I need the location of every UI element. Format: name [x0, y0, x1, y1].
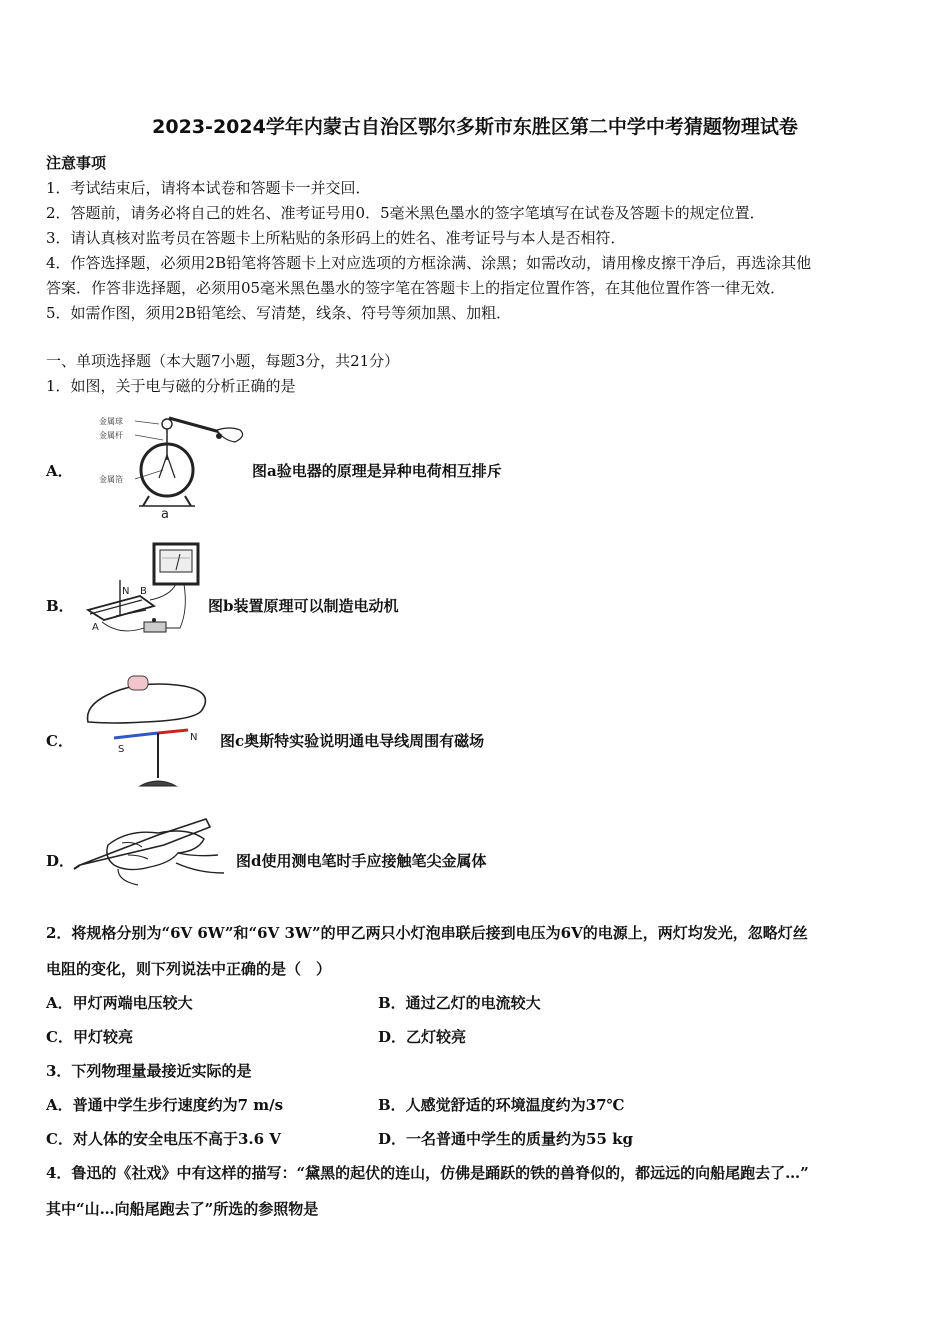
figure-a-rod-label: 金属杆: [99, 431, 123, 440]
question-2-stem-line2: 电阻的变化，则下列说法中正确的是（ ）: [46, 960, 332, 978]
option-c-label: C．: [46, 732, 73, 750]
option-a-label: A．: [46, 462, 73, 480]
option-b-text: 图b装置原理可以制造电动机: [208, 597, 399, 615]
option-d-text: 图d使用测电笔时手应接触笔尖金属体: [236, 852, 487, 870]
oersted-figure: [84, 670, 214, 790]
notice-item: 2．答题前，请务必将自己的姓名、准考证号用0．5毫米黑色墨水的签字笔填写在试卷及答题卡的规定位置．: [46, 204, 765, 222]
notice-item: 5．如需作图，须用2B铅笔绘、写清楚，线条、符号等须加黑、加粗．: [46, 304, 512, 322]
figure-b-b-label: B: [140, 586, 147, 597]
notice-item: 答案．作答非选择题，必须用05毫米黑色墨水的签字笔在答题卡上的指定位置作答，在其他位置作答一律无效．: [46, 279, 786, 297]
notice-heading: 注意事项: [46, 154, 107, 172]
question-2-option-d: D．乙灯较亮: [378, 1028, 467, 1046]
test-pen-figure: [78, 815, 228, 890]
notice-item: 1．考试结束后，请将本试卷和答题卡一并交回．: [46, 179, 371, 197]
electroscope-figure: [95, 410, 255, 522]
figure-c-north-label: N: [190, 732, 198, 743]
generator-figure: [80, 540, 210, 640]
option-c-text: 图c奥斯特实验说明通电导线周围有磁场: [220, 732, 485, 750]
figure-b-n-label: N: [122, 586, 130, 597]
question-4-stem-line1: 4．鲁迅的《社戏》中有这样的描写：“黛黑的起伏的连山，仿佛是踊跃的铁的兽脊似的，都远远的向船尾跑去了…”: [46, 1164, 809, 1182]
question-3-option-b: B．人感觉舒适的环境温度约为37℃: [378, 1096, 625, 1114]
page-title: 2023-2024学年内蒙古自治区鄂尔多斯市东胜区第二中学中考猜题物理试卷: [152, 116, 798, 138]
notice-item: 3．请认真核对监考员在答题卡上所粘贴的条形码上的姓名、准考证号与本人是否相符．: [46, 229, 626, 247]
question-1-stem: 1．如图，关于电与磁的分析正确的是: [46, 377, 296, 395]
option-a-text: 图a验电器的原理是异种电荷相互排斥: [252, 462, 502, 480]
figure-a-caption: a: [161, 507, 169, 522]
question-2-stem-line1: 2．将规格分别为“6V 6W”和“6V 3W”的甲乙两只小灯泡串联后接到电压为6V的电源上，两灯均发光，忽略灯丝: [46, 924, 808, 942]
question-2-option-a: A．甲灯两端电压较大: [46, 994, 193, 1012]
figure-c-south-label: S: [118, 744, 125, 755]
option-d-label: D．: [46, 852, 75, 870]
question-3-option-a: A．普通中学生步行速度约为7 m/s: [46, 1096, 284, 1114]
question-2-option-b: B．通过乙灯的电流较大: [378, 994, 541, 1012]
section-heading: 一、单项选择题（本大题7小题，每题3分，共21分）: [46, 352, 400, 370]
question-3-option-c: C．对人体的安全电压不高于3.6 V: [46, 1130, 281, 1148]
question-3-option-d: D．一名普通中学生的质量约为55 kg: [378, 1130, 633, 1148]
notice-item: 4．作答选择题，必须用2B铅笔将答题卡上对应选项的方框涂满、涂黑；如需改动，请用橡皮擦干净后，再选涂其他: [46, 254, 812, 272]
figure-a-foil-label: 金属箔: [99, 475, 123, 484]
question-4-stem-line2: 其中“山…向船尾跑去了”所选的参照物是: [46, 1200, 319, 1218]
question-2-option-c: C．甲灯较亮: [46, 1028, 133, 1046]
figure-b-a-label: A: [92, 622, 99, 633]
question-3-stem: 3．下列物理量最接近实际的是: [46, 1062, 252, 1080]
figure-a-ball-label: 金属球: [99, 417, 123, 426]
option-b-label: B．: [46, 597, 74, 615]
